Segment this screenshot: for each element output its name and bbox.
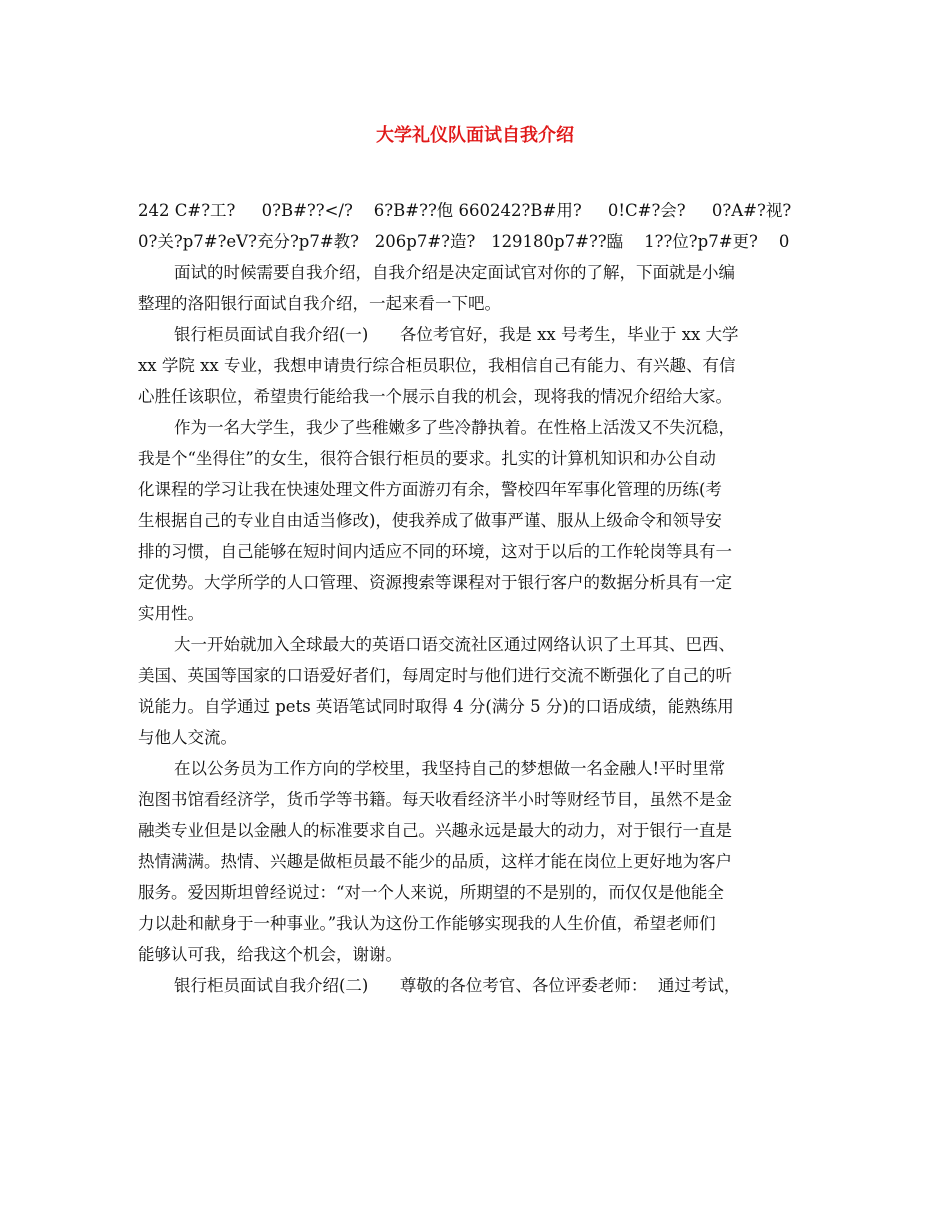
text-line: 面试的时候需要自我介绍，自我介绍是决定面试官对你的了解，下面就是小编 (174, 263, 735, 282)
text-line: 力以赴和献身于一种事业。”我认为这份工作能够实现我的人生价值，希望老师们 (138, 914, 716, 933)
text-line: 服务。爱因斯坦曾经说过：“对一个人来说，所期望的不是别的，而仅仅是他能全 (138, 883, 724, 902)
text-line: 大一开始就加入全球最大的英语口语交流社区通过网络认识了土耳其、巴西、 (174, 635, 735, 654)
text-line: 实用性。 (138, 604, 204, 623)
text-line: 热情满满。热情、兴趣是做柜员最不能少的品质，这样才能在岗位上更好地为客户 (138, 852, 732, 871)
text-line: 说能力。自学通过 pets 英语笔试同时取得 4 分(满分 5 分)的口语成绩，能熟练用 (138, 697, 734, 716)
text-line: 与他人交流。 (138, 728, 237, 747)
text-line: 0?关?p7#?eV?充分?p7#教? 206p7#?造? 129180p7#??臨 1??位?p7#更? 0 (138, 232, 790, 251)
text-line: 在以公务员为工作方向的学校里，我坚持自己的梦想做一名金融人!平时里常 (174, 759, 726, 778)
text-line: 银行柜员面试自我介绍(二) 尊敬的各位考官、各位评委老师： 通过考试， (174, 976, 741, 995)
text-line: 作为一名大学生，我少了些稚嫩多了些冷静执着。在性格上活泼又不失沉稳， (174, 418, 735, 437)
text-line: 化课程的学习让我在快速处理文件方面游刃有余，警校四年军事化管理的历练(考 (138, 480, 722, 499)
text-line: 定优势。大学所学的人口管理、资源搜索等课程对于银行客户的数据分析具有一定 (138, 573, 732, 592)
document-body (138, 195, 823, 1001)
text-line: 整理的洛阳银行面试自我介绍，一起来看一下吧。 (138, 294, 501, 313)
text-line: xx 学院 xx 专业，我想申请贵行综合柜员职位，我相信自己有能力、有兴趣、有信 (138, 356, 736, 375)
text-line: 美国、英国等国家的口语爱好者们，每周定时与他们进行交流不断强化了自己的听 (138, 666, 732, 685)
text-line: 242 C#?工? 0?B#??</? 6?B#??佨 660242?B#用? 0!C#?会? 0?A#?视? (138, 201, 792, 220)
document-title: 大学礼仪队面试自我介绍 (376, 125, 574, 146)
text-line: 能够认可我，给我这个机会，谢谢。 (138, 945, 402, 964)
text-line: 融类专业但是以金融人的标准要求自己。兴趣永远是最大的动力，对于银行一直是 (138, 821, 732, 840)
text-line: 心胜任该职位，希望贵行能给我一个展示自我的机会，现将我的情况介绍给大家。 (138, 387, 732, 406)
text-line: 泡图书馆看经济学，货币学等书籍。每天收看经济半小时等财经节目，虽然不是金 (138, 790, 732, 809)
text-line: 银行柜员面试自我介绍(一) 各位考官好，我是 xx 号考生，毕业于 xx 大学 (174, 325, 739, 344)
text-line: 生根据自己的专业自由适当修改)，使我养成了做事严谨、服从上级命令和领导安 (138, 511, 722, 530)
text-line: 排的习惯，自己能够在短时间内适应不同的环境，这对于以后的工作轮岗等具有一 (138, 542, 732, 561)
text-line: 我是个“坐得住”的女生，很符合银行柜员的要求。扎实的计算机知识和办公自动 (138, 449, 716, 468)
